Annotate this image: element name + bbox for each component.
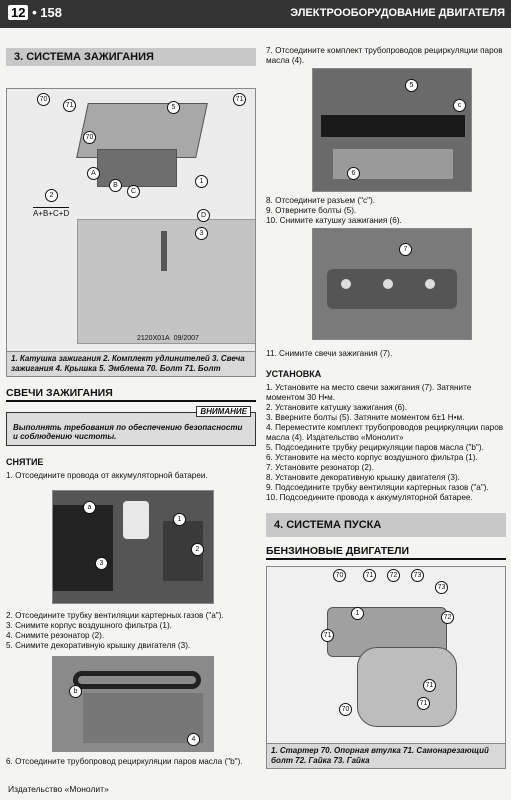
callout-7: 7 [399,243,412,256]
callout: 70 [37,93,50,106]
callout: 71 [423,679,436,692]
step-text: 2. Отсоедините трубку вентиляции картерных газов ("а"). [6,611,224,620]
callout: 70 [333,569,346,582]
heading-spark-plugs: СВЕЧИ ЗАЖИГАНИЯ [6,388,256,402]
callout: A [87,167,100,180]
step-text: 6. Отсоедините трубопровод рециркуляции паров масла ("b"). [6,757,243,766]
step-text: 6. Установите на место корпус воздушного фильтра (1). [266,453,478,462]
step-text: 5. Снимите декоративную крышку двигателя (3). [6,641,191,650]
callout: 71 [363,569,376,582]
callout-5: 5 [405,79,418,92]
step-text: 5. Подсоедините трубку рециркуляции паров масла ("b"). [266,443,484,452]
page-number: 12 • 158 [8,5,62,20]
step-text: 8. Установите декоративную крышку двигателя (3). [266,473,460,482]
callout: 71 [321,629,334,642]
step-text: 3. Снимите корпус воздушного фильтра (1). [6,621,172,630]
heading-installation: УСТАНОВКА [266,369,322,379]
callout: D [197,209,210,222]
callout-c: c [453,99,466,112]
warning-text: Выполнять требования по обеспечению безопасности и соблюдению чистоты. [13,423,243,441]
callout-b: b [69,685,82,698]
engine-photo-4 [312,228,472,340]
callout-a: a [83,501,96,514]
step-text: 10. Подсоедините провода к аккумуляторной батарее. [266,493,473,502]
figure-code: 2120X01A 09/2007 [137,335,199,342]
callout-1: 1 [173,513,186,526]
callout: 71 [63,99,76,112]
extension-formula: A+B+C+D [33,209,70,218]
heading-removal: СНЯТИЕ [6,457,44,467]
section-title-starting: 4. СИСТЕМА ПУСКА [266,513,506,537]
warning-box [6,407,256,446]
step-text: 10. Снимите катушку зажигания (6). [266,216,402,225]
callout: C [127,185,140,198]
publisher-footer: Издательство «Монолит» [8,784,109,794]
step-text: 11. Снимите свечи зажигания (7). [266,349,393,358]
step-text: 2. Установите катушку зажигания (6). [266,403,408,412]
callout: 1 [351,607,364,620]
callout-2: 2 [191,543,204,556]
chapter-title: ЭЛЕКТРООБОРУДОВАНИЕ ДВИГАТЕЛЯ [290,7,505,19]
engine-photo-2 [52,656,214,752]
step-text: 1. Установите на место свечи зажигания (7). Затяните моментом 30 Н•м. [266,383,472,402]
step-text: 4. Снимите резонатор (2). [6,631,105,640]
callout: 5 [167,101,180,114]
page-header [0,0,511,28]
warning-tag: ВНИМАНИЕ [196,406,251,417]
engine-photo-3 [312,68,472,192]
step-text: 4. Переместите комплект трубопроводов рециркуляции паров масла (4). Издательство «Монолит» [266,423,504,442]
step-text: 8. Отсоедините разъем ("с"). [266,196,375,205]
step-text: 7. Отсоедините комплект трубопроводов рециркуляции паров масла (4). [266,46,503,65]
starter-caption: 1. Стартер 70. Опорная втулка 71. Самонарезающий болт 72. Гайка 73. Гайка [266,744,506,769]
callout: 73 [411,569,424,582]
callout: 2 [45,189,58,202]
callout: 70 [83,131,96,144]
callout: 72 [441,611,454,624]
engine-photo-1 [52,490,214,604]
step-text: 9. Отверните болты (5). [266,206,357,215]
step-text: 7. Установите резонатор (2). [266,463,374,472]
callout: 71 [233,93,246,106]
callout: 3 [195,227,208,240]
callout: 73 [435,581,448,594]
callout: 1 [195,175,208,188]
callout-3: 3 [95,557,108,570]
callout-6: 6 [347,167,360,180]
callout: 71 [417,697,430,710]
callout-4: 4 [187,733,200,746]
step-text: 1. Отсоедините провода от аккумуляторной батареи. [6,471,208,480]
callout: 72 [387,569,400,582]
figure-caption: 1. Катушка зажигания 2. Комплект удлинителей 3. Свеча зажигания 4. Крышка 5. Эмблема 70. Болт 71. Болт [6,352,256,377]
heading-petrol-engines: БЕНЗИНОВЫЕ ДВИГАТЕЛИ [266,546,506,560]
ignition-exploded-figure [6,88,256,352]
callout: B [109,179,122,192]
step-text: 3. Вверните болты (5). Затяните моментом 6±1 Н•м. [266,413,465,422]
starter-figure [266,566,506,744]
section-title-ignition: 3. СИСТЕМА ЗАЖИГАНИЯ [6,48,256,66]
callout: 70 [339,703,352,716]
step-text: 9. Подсоедините трубку вентиляции картерных газов ("а"). [266,483,489,492]
